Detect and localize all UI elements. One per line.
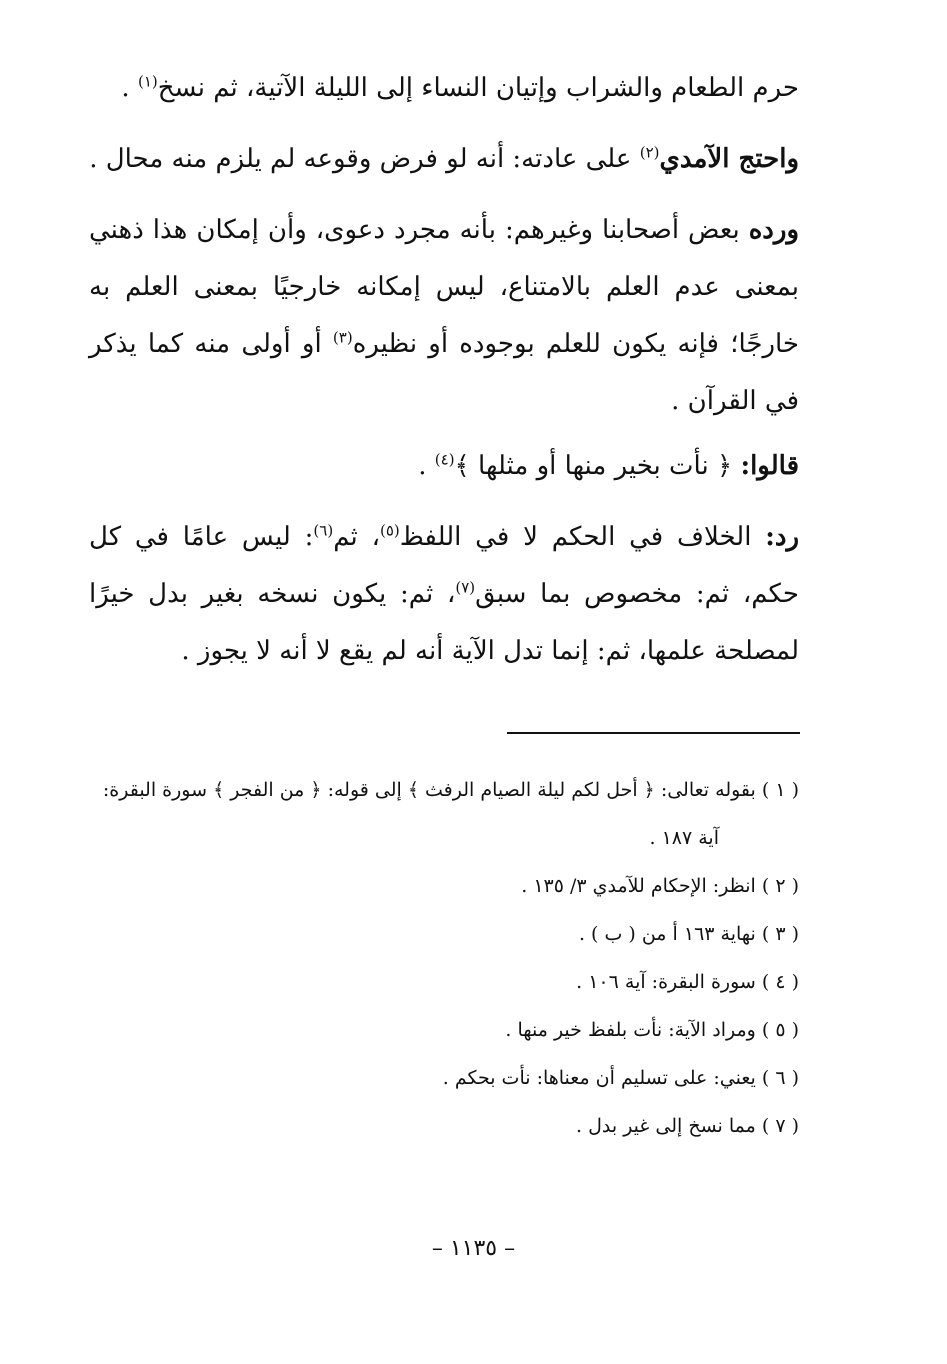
paragraph-4 xyxy=(89,438,799,495)
paragraph-2-text: على عادته: أنه لو فرض وقوعه لم يلزم منه محال . xyxy=(89,144,640,174)
paragraph-3-lead: ورده xyxy=(748,215,799,245)
footnote-ref-5: (٥) xyxy=(379,521,400,540)
footnote-ref-1: (١) xyxy=(137,72,158,91)
paragraph-4-end: . xyxy=(418,451,435,481)
footnote-ref-2: (٢) xyxy=(639,143,660,162)
footnote-separator xyxy=(507,732,800,734)
paragraph-1-text: حرم الطعام والشراب وإتيان النساء إلى الليلة الآتية، ثم نسخ xyxy=(157,73,799,103)
paragraph-2-lead: واحتج الآمدي xyxy=(659,144,799,174)
paragraph-3 xyxy=(89,202,799,430)
paragraph-5-lead: رد: xyxy=(765,522,800,552)
footnote-ref-3: (٣) xyxy=(332,328,353,347)
paragraph-5 xyxy=(89,509,799,680)
footnote-7: ( ٧ ) مما نسخ إلى غير بدل . xyxy=(576,1115,799,1137)
paragraph-1 xyxy=(89,60,799,117)
paragraph-5-text-b: ، ثم xyxy=(333,522,380,552)
paragraph-4-quote: ﴿ نأت بخير منها أو مثلها ﴾ xyxy=(454,451,741,481)
footnote-ref-7: (٧) xyxy=(455,578,476,597)
paragraph-1-end: . xyxy=(121,73,138,103)
footnote-1-continuation: آية ١٨٧ . xyxy=(649,827,719,849)
footnote-3: ( ٣ ) نهاية ١٦٣ أ من ( ب ) . xyxy=(578,923,799,945)
paragraph-3-text: بعض أصحابنا وغيرهم: بأنه مجرد دعوى، وأن إمكان هذا ذهني بمعنى عدم العلم بالامتناع، ليس إمكانه خارجيًا بمعنى العلم به خارجًا؛ فإنه يكون للعلم بوجوده أو نظيره xyxy=(89,215,800,359)
footnote-5: ( ٥ ) ومراد الآية: نأت بلفظ خير منها . xyxy=(505,1019,799,1041)
footnote-1: ( ١ ) بقوله تعالى: ﴿ أحل لكم ليلة الصيام الرفث ﴾ إلى قوله: ﴿ من الفجر ﴾ سورة البقرة: xyxy=(102,779,799,801)
footnote-ref-4: (٤) xyxy=(434,450,455,469)
footnote-ref-6: (٦) xyxy=(313,521,334,540)
footnote-6: ( ٦ ) يعني: على تسليم أن معناها: نأت بحكم . xyxy=(442,1067,799,1089)
paragraph-5-text-a: الخلاف في الحكم لا في اللفظ xyxy=(399,522,766,552)
footnote-2: ( ٢ ) انظر: الإحكام للآمدي ٣/ ١٣٥ . xyxy=(521,875,799,897)
footnotes xyxy=(79,766,799,1150)
footnote-4: ( ٤ ) سورة البقرة: آية ١٠٦ . xyxy=(576,971,799,993)
paragraph-4-lead: قالوا: xyxy=(740,451,799,481)
paragraph-5-text-d: ، ثم: يكون نسخه بغير بدل خيرًا لمصلحة علمها، ثم: إنما تدل الآية أنه لم يقع لا أنه لا يجوز . xyxy=(89,579,799,666)
main-text xyxy=(89,60,799,680)
paragraph-5-text-c: : ليس عامًا في كل حكم، ثم: مخصوص بما سبق xyxy=(89,522,799,609)
page-number: – ١١٣٥ – xyxy=(431,1236,516,1261)
paragraph-3-end: أو أولى منه كما يذكر في القرآن . xyxy=(89,329,799,416)
paragraph-2 xyxy=(89,131,799,188)
